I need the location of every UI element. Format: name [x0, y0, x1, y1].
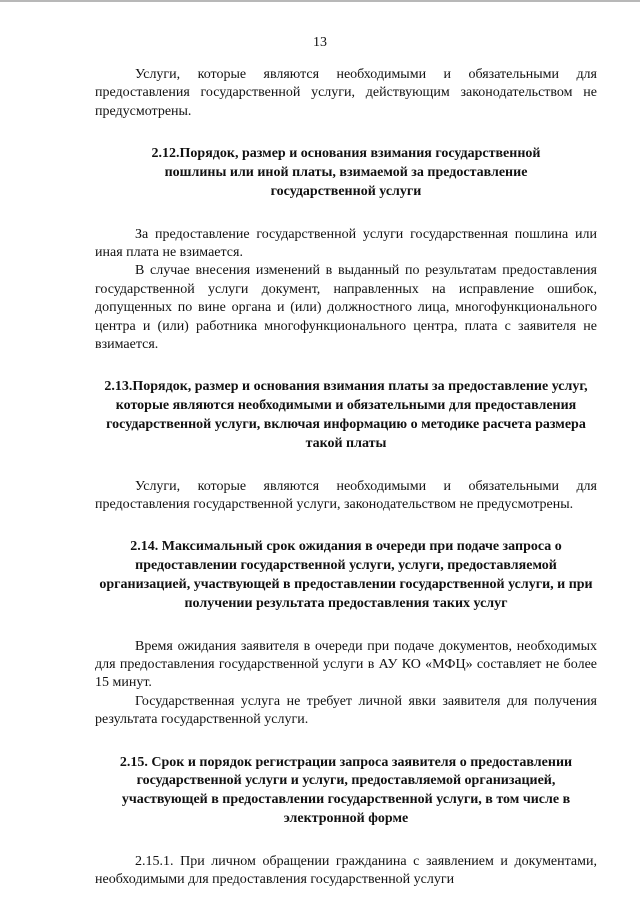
page-number: 13 — [313, 35, 327, 50]
scan-top-edge — [0, 0, 640, 2]
section-heading-2-14: 2.14. Максимальный срок ожидания в очереди при подаче запроса о предоставлении государственной услуги, услуги, предоставляемой организацией, участвующей в предоставлении государственной услуги, и при получении результата предоставления таких услуг — [99, 539, 593, 611]
paragraph: Услуги, которые являются необходимыми и обязательными для предоставления государственной услуги, действующим законодательством не предусмотрены. — [95, 67, 597, 119]
section-heading-2-12: 2.12.Порядок, размер и основания взимания государственной пошлины или иной платы, взимаемой за предоставление государственной услуги — [151, 146, 541, 199]
paragraph: Государственная услуга не требует личной явки заявителя для получения результата государственной услуги. — [95, 693, 597, 728]
section-heading-2-15: 2.15. Срок и порядок регистрации запроса заявителя о предоставлении государственной услуги и услуги, предоставляемой организацией, участвующей в предоставлении государственной услуги, в том числе в электронной форме — [119, 754, 573, 827]
paragraph: В случае внесения изменений в выданный по результатам предоставления государственной услуги документ, направленных на исправление ошибок, допущенных по вине органа и (или) должностного лица, многофункционального центра и (или) работника многофункционального центра, плата с заявителя не взимается. — [95, 263, 597, 353]
section-heading-2-13: 2.13.Порядок, размер и основания взимания платы за предоставление услуг, которые являются необходимыми и обязательными для предоставления государственной услуги, включая информацию о методике расчета размера такой платы — [104, 379, 588, 451]
document-body — [95, 66, 597, 890]
paragraph: Время ожидания заявителя в очереди при подаче документов, необходимых для предоставления государственной услуги в АУ КО «МФЦ» составляет не более 15 минут. — [95, 638, 597, 691]
paragraph: За предоставление государственной услуги государственная пошлина или иная плата не взимается. — [95, 226, 597, 261]
paragraph: 2.15.1. При личном обращении гражданина с заявлением и документами, необходимыми для предоставления государственной услуги — [95, 853, 597, 888]
paragraph: Услуги, которые являются необходимыми и обязательными для предоставления государственной услуги, законодательством не предусмотрены. — [95, 478, 597, 513]
